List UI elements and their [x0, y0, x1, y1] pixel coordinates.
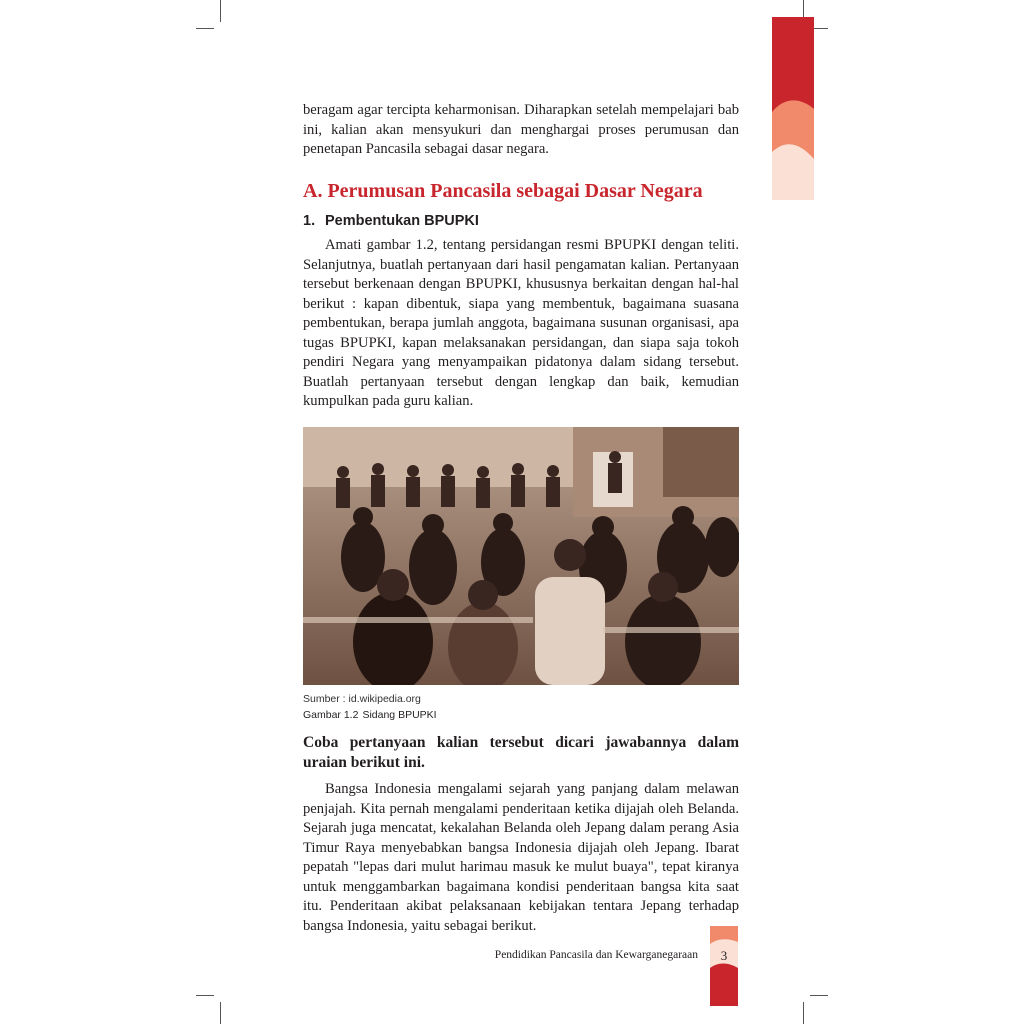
figure-title: Sidang BPUPKI [362, 709, 437, 721]
crop-mark [803, 1002, 804, 1024]
running-footer: Pendidikan Pancasila dan Kewarganegaraan [494, 949, 698, 961]
crop-mark [196, 995, 214, 996]
crop-mark [810, 995, 828, 996]
crop-mark [196, 28, 214, 29]
figure-source: Sumber : id.wikipedia.org [303, 693, 421, 705]
page-tab-graphic [710, 926, 738, 1006]
subsection-title: Pembentukan BPUPKI [325, 213, 479, 229]
edge-tab-graphic [772, 17, 814, 200]
section-title: A. Perumusan Pancasila sebagai Dasar Negara [303, 180, 703, 202]
figure-label: Gambar 1.2 [303, 709, 359, 721]
bpupki-session-photo [303, 427, 739, 685]
body-paragraph: Bangsa Indonesia mengalami sejarah yang panjang dalam melawan penjajah. Kita pernah mengalami penderitaan ketika dijajah oleh Belanda. Sejarah juga mencatat, kekalahan Belanda oleh Jepang dalam perang Asia Timur Raya menyebabkan bangsa Indonesia dijajah oleh Jepang. Ibarat pepatah "lepas dari mulut harimau masuk ke mulut buaya", tepat kiranya untuk menggambarkan bagaimana kondisi penderitaan bangsa kita saat itu. Penderitaan akibat pelaksanaan kebijakan tentara Jepang terhadap bangsa Indonesia, yaitu sebagai berikut. [303, 781, 739, 934]
page-number-tab [710, 926, 738, 1006]
page-number: 3 [720, 948, 728, 963]
crop-mark [220, 0, 221, 22]
crop-mark [220, 1002, 221, 1024]
bold-prompt: Coba pertanyaan kalian tersebut dicari jawabannya dalam uraian berikut ini. [303, 734, 739, 771]
intro-paragraph: beragam agar tercipta keharmonisan. Diharapkan setelah mempelajari bab ini, kalian akan mensyukuri dan menghargai proses perumusan dan penetapan Pancasila sebagai dasar negara. [303, 102, 739, 157]
photo-illustration [303, 427, 739, 685]
subsection-number: 1. [303, 213, 316, 229]
body-paragraph: Amati gambar 1.2, tentang persidangan resmi BPUPKI dengan teliti. Selanjutnya, buatlah pertanyaan dari hasil pengamatan kalian. Pertanyaan tersebut berkenaan dengan BPUPKI, khususnya berkaitan dengan hal-hal berikut : kapan dibentuk, siapa yang membentuk, bagaimana suasana pembentukan, berapa jumlah anggota, bagaimana susunan organisasi, apa tugas BPUPKI, kapan melaksanakan persidangan, dan siapa saja tokoh pendiri Negara yang menyampaikan pidatonya dalam sidang tersebut. Buatlah pertanyaan tersebut dengan lengkap dan baik, kemudian kumpulkan pada guru kalian. [303, 237, 739, 409]
figure-caption [303, 709, 437, 721]
chapter-edge-tab [772, 17, 814, 200]
subsection-heading [303, 213, 479, 229]
